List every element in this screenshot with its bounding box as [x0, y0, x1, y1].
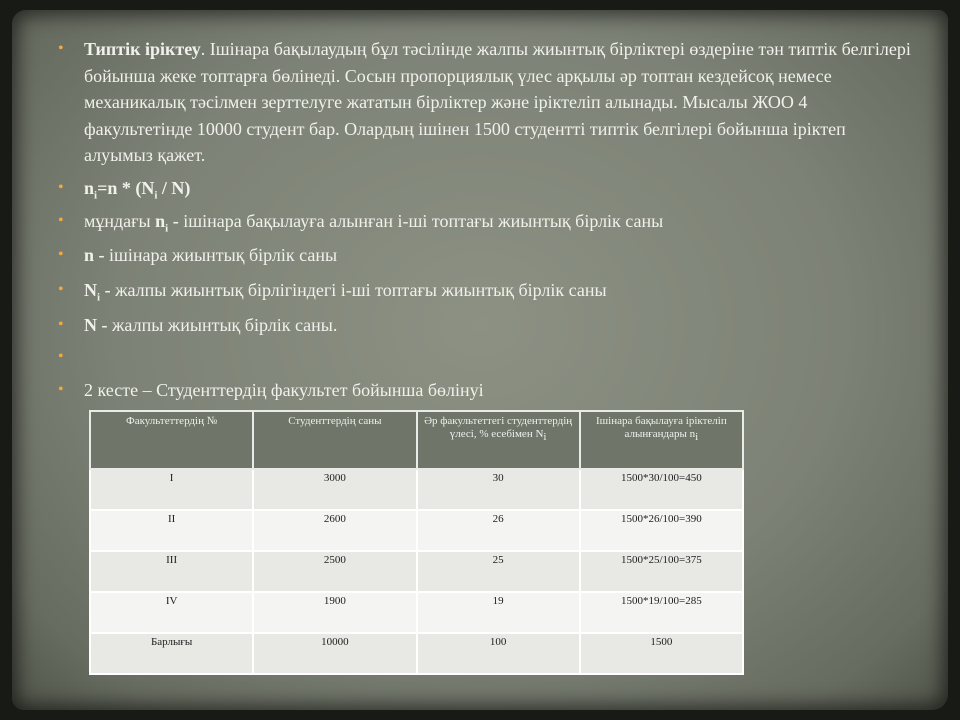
table-row — [90, 551, 743, 592]
table-cell: 100 — [417, 633, 580, 674]
table-cell: 10000 — [253, 633, 416, 674]
formula-middle: =n * (N — [97, 178, 155, 198]
header-student-share: Әр факультеттегі студенттердің үлесі, % есебімен $N_i$ — [417, 411, 580, 469]
table-row — [90, 469, 743, 510]
intro-term: Типтік іріктеу — [84, 39, 201, 59]
table-cell: 19 — [417, 592, 580, 633]
table-row — [90, 510, 743, 551]
table-cell: 2500 — [253, 551, 416, 592]
table-cell: 1500 — [580, 633, 743, 674]
table-cell: 1500*30/100=450 — [580, 469, 743, 510]
table-row-total — [90, 633, 743, 674]
definition-N: • N - жалпы жиынтық бірлік саны. — [58, 315, 338, 335]
table-cell: IV — [90, 592, 253, 633]
table-cell: 3000 — [253, 469, 416, 510]
formula-n: n — [84, 178, 95, 198]
bullet-dot-icon: • — [58, 246, 64, 263]
formula-end: / N) — [157, 178, 191, 198]
header-sample-size: Ішінара бақылауға іріктеліп алынғандары $n_i$ — [580, 411, 743, 469]
definition-n: • n - ішінара жиынтық бірлік саны — [58, 245, 338, 265]
table-cell: Барлығы — [90, 633, 253, 674]
faculty-distribution-table — [89, 410, 744, 675]
intro-paragraph — [58, 36, 914, 169]
table-header-row — [90, 411, 743, 469]
bullet-dot-icon: • — [58, 40, 64, 57]
table-cell: 2600 — [253, 510, 416, 551]
formula-line: • $n_i=n * (N_i / N)$ — [58, 178, 191, 202]
bullet-dot-icon: • — [58, 381, 64, 398]
header-faculty-number: Факультеттердің № — [90, 411, 253, 469]
table-cell: II — [90, 510, 253, 551]
table-cell: 25 — [417, 551, 580, 592]
table-cell: 1500*26/100=390 — [580, 510, 743, 551]
definition-ni: • мұндағы $n_i$ - ішінара бақылауға алынған і-ші топтағы жиынтық бірлік саны — [58, 211, 664, 235]
bullet-dot-icon: • — [58, 212, 64, 229]
table-cell: 30 — [417, 469, 580, 510]
table-cell: I — [90, 469, 253, 510]
bullet-dot-icon: • — [58, 179, 64, 196]
table-cell: III — [90, 551, 253, 592]
table-row — [90, 592, 743, 633]
table-caption: • 2 кесте – Студенттердің факультет бойынша бөлінуі — [58, 380, 484, 400]
table-cell: 1500*19/100=285 — [580, 592, 743, 633]
table-cell: 1500*25/100=375 — [580, 551, 743, 592]
table-cell: 26 — [417, 510, 580, 551]
table-cell: 1900 — [253, 592, 416, 633]
bullet-dot-icon: • — [58, 316, 64, 333]
definition-Ni: • $N_i$ - жалпы жиынтық бірлігіндегі і-ші топтағы жиынтық бірлік саны — [58, 280, 607, 304]
bullet-dot-icon: • — [58, 348, 64, 365]
bullet-dot-icon: • — [58, 281, 64, 298]
intro-text: . Ішінара бақылаудың бұл тәсілінде жалпы жиынтық бірліктері өздеріне тән типтік белгілері бойынша жеке топтарға бөлінеді. Сосын пропорциялық үлес арқылы әр топтан кездейсоқ немесе механикалық тәсілмен зерттелуге жататын бірліктер және іріктеліп алынады. Мысалы ЖОО 4 факультетінде 10000 студент бар. Олардың ішінен 1500 студентті типтік белгілері бойынша іріктеп алуымыз қажет. — [84, 39, 911, 165]
header-student-count: Студенттердің саны — [253, 411, 416, 469]
